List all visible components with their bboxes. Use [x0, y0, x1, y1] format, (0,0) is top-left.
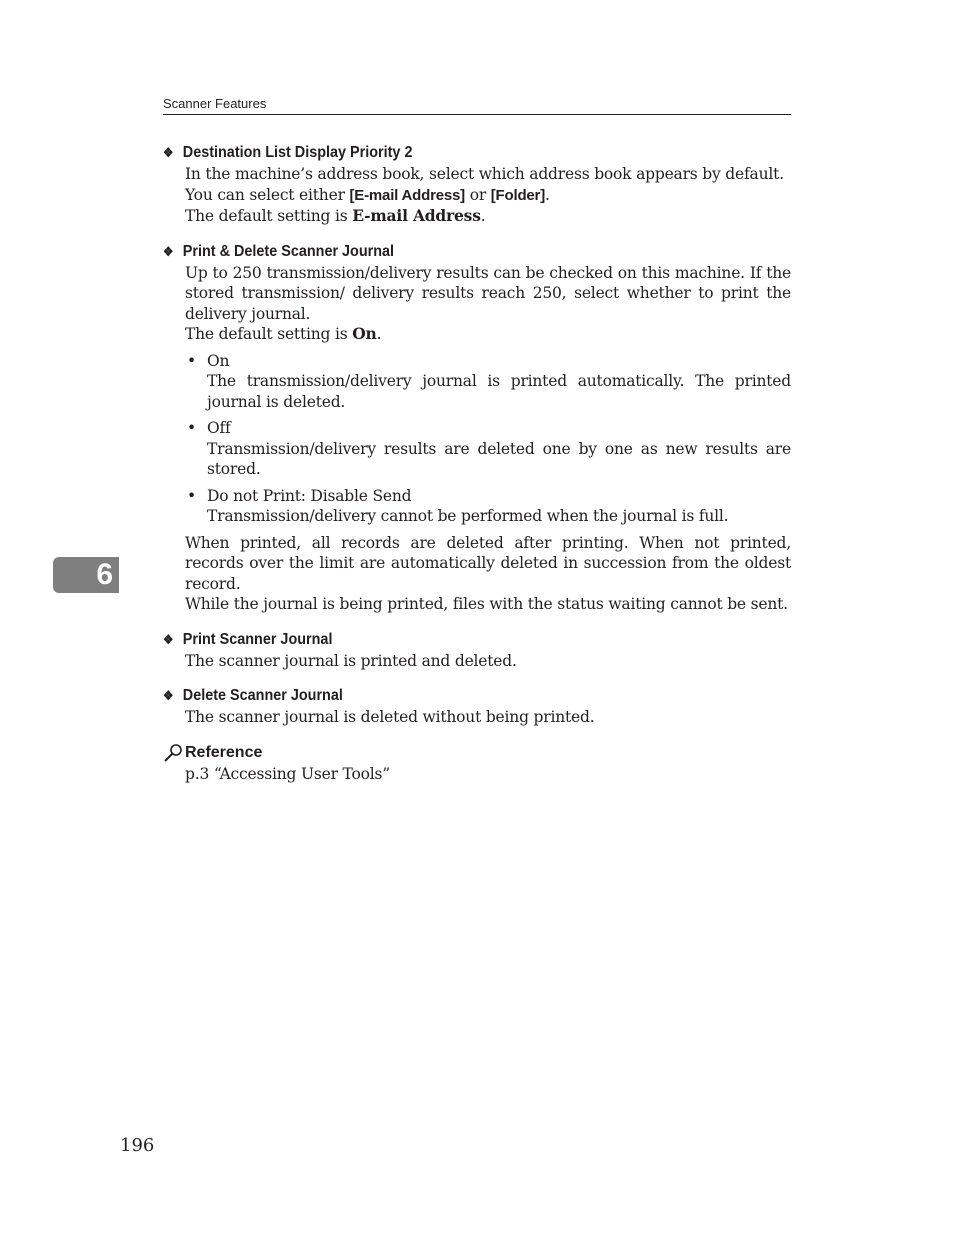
section-heading	[163, 629, 728, 651]
heading-text: Print Scanner Journal	[182, 630, 333, 648]
option-description: Transmission/delivery cannot be performed when the journal is full.	[207, 507, 729, 525]
header-title: Scanner Features	[163, 96, 267, 111]
paragraph: When printed, all records are deleted after printing. When not printed, records over the limit are automatically deleted in succession from the oldest record.	[185, 533, 791, 593]
key-folder: [Folder]	[490, 186, 545, 204]
bullet-icon: •	[187, 419, 196, 437]
main-content	[163, 142, 791, 798]
list-item	[185, 418, 791, 480]
reference-link[interactable]: p.3 “Accessing User Tools”	[185, 764, 390, 783]
chapter-tab: 6	[53, 557, 119, 593]
option-description: The transmission/delivery journal is printed automatically. The printed journal is deleted.	[207, 372, 791, 411]
diamond-icon: ❖	[163, 145, 174, 160]
section-body	[185, 263, 791, 615]
text: or	[464, 185, 491, 204]
paragraph: In the machine’s address book, select which address book appears by default.	[185, 165, 784, 183]
diamond-icon: ❖	[163, 688, 174, 703]
section-print-delete-journal	[163, 241, 791, 615]
paragraph	[185, 185, 791, 207]
section-print-scanner-journal	[163, 629, 791, 672]
paragraph: The scanner journal is deleted without being printed.	[185, 708, 595, 726]
diamond-icon: ❖	[163, 243, 174, 259]
section-destination-list	[163, 142, 791, 227]
text: .	[480, 207, 486, 225]
diamond-icon: ❖	[163, 631, 174, 647]
options-list	[185, 351, 791, 527]
section-heading	[163, 241, 728, 263]
heading-text: Delete Scanner Journal	[182, 687, 343, 704]
default-value: On	[352, 324, 377, 343]
text: The default setting is	[185, 207, 353, 225]
default-value: E-mail Address	[352, 206, 481, 225]
default-setting	[185, 324, 791, 345]
section-body	[185, 707, 791, 728]
section-body	[185, 651, 791, 672]
paragraph: The scanner journal is printed and deleted.	[185, 651, 517, 670]
heading-text: Print & Delete Scanner Journal	[182, 242, 395, 260]
section-body	[185, 164, 791, 227]
bullet-icon: •	[187, 351, 196, 370]
section-heading	[163, 685, 728, 707]
text: The default setting is	[185, 325, 353, 343]
list-item	[185, 351, 791, 413]
text: .	[376, 325, 382, 343]
bullet-icon: •	[187, 486, 196, 505]
list-item	[185, 486, 791, 527]
heading-text: Reference	[185, 743, 263, 761]
reference-block	[163, 742, 791, 785]
option-label: On	[207, 351, 230, 370]
page-number: 196	[120, 1135, 155, 1156]
paragraph: Up to 250 transmission/delivery results can be checked on this machine. If the stored transmission/ delivery results reach 250, select whether to print the delivery journal.	[185, 263, 791, 323]
key-email-address: [E-mail Address]	[349, 186, 465, 204]
text: .	[545, 185, 550, 204]
running-header	[163, 96, 791, 115]
text: You can select either	[185, 185, 350, 204]
option-description: Transmission/delivery results are deleted one by one as new results are stored.	[207, 439, 791, 478]
option-label: Off	[207, 419, 231, 437]
reference-heading	[163, 742, 791, 764]
magnifier-icon	[163, 743, 185, 763]
reference-body	[185, 764, 791, 785]
default-setting	[185, 206, 791, 227]
paragraph: While the journal is being printed, files with the status waiting cannot be sent.	[185, 595, 788, 613]
section-heading	[163, 142, 728, 164]
heading-text: Destination List Display Priority 2	[182, 144, 413, 161]
option-label: Do not Print: Disable Send	[207, 486, 412, 505]
section-delete-scanner-journal	[163, 685, 791, 728]
